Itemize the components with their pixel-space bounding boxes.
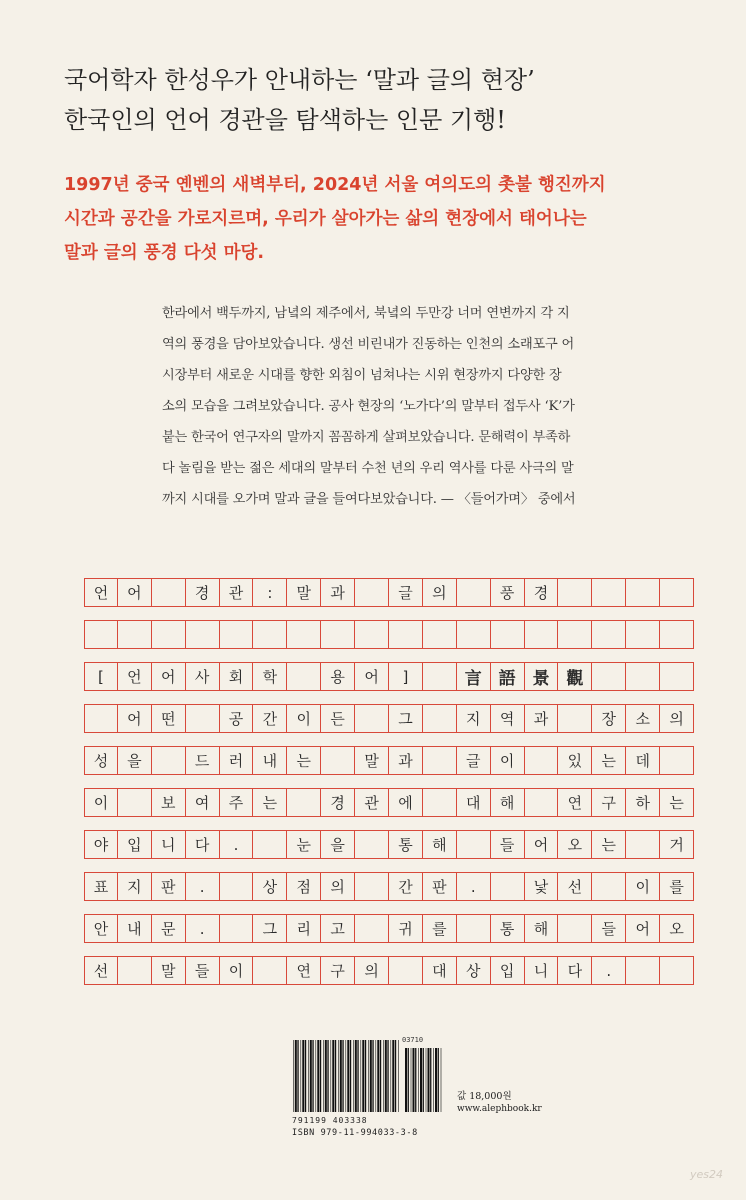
manuscript-cell: 는 xyxy=(592,830,626,859)
manuscript-cell: 드 xyxy=(186,746,220,775)
manuscript-cell xyxy=(118,956,152,985)
manuscript-cell xyxy=(152,620,186,649)
manuscript-cell: 경 xyxy=(525,578,559,607)
manuscript-cell xyxy=(152,746,186,775)
manuscript-cell: 용 xyxy=(321,662,355,691)
manuscript-cell: 글 xyxy=(457,746,491,775)
manuscript-cell: [ xyxy=(84,662,118,691)
barcode-bar xyxy=(370,1040,372,1112)
barcode-icon xyxy=(292,1040,400,1112)
manuscript-cell xyxy=(592,662,626,691)
manuscript-cell: 글 xyxy=(389,578,423,607)
manuscript-cell xyxy=(389,956,423,985)
barcode-bar xyxy=(435,1048,437,1112)
manuscript-cell: 회 xyxy=(220,662,254,691)
manuscript-cell: 풍 xyxy=(491,578,525,607)
manuscript-cell: 표 xyxy=(84,872,118,901)
manuscript-cell xyxy=(626,956,660,985)
manuscript-cell: 과 xyxy=(389,746,423,775)
barcode-bar xyxy=(423,1048,424,1112)
barcode-bar xyxy=(301,1040,302,1112)
barcode-bar xyxy=(297,1040,298,1112)
barcode-bar xyxy=(362,1040,364,1112)
barcode-bar xyxy=(405,1048,407,1112)
manuscript-cell: 점 xyxy=(287,872,321,901)
excerpt-line: 한라에서 백두까지, 남녘의 제주에서, 북녘의 두만강 너머 연변까지 각 지 xyxy=(162,306,570,321)
manuscript-cell: 입 xyxy=(491,956,525,985)
manuscript-cell xyxy=(321,746,355,775)
manuscript-cell xyxy=(220,620,254,649)
manuscript-cell: 판 xyxy=(423,872,457,901)
manuscript-cell: 간 xyxy=(389,872,423,901)
manuscript-cell xyxy=(355,620,389,649)
manuscript-cell: 대 xyxy=(457,788,491,817)
barcode-bar xyxy=(368,1040,369,1112)
manuscript-cell: 거 xyxy=(660,830,694,859)
manuscript-cell: 을 xyxy=(321,830,355,859)
barcode-bar xyxy=(420,1048,422,1112)
barcode-bar xyxy=(376,1040,377,1112)
manuscript-cell: 들 xyxy=(186,956,220,985)
barcode-bar xyxy=(438,1048,439,1112)
barcode-bar xyxy=(361,1040,362,1112)
manuscript-cell: 는 xyxy=(592,746,626,775)
manuscript-cell: 연 xyxy=(287,956,321,985)
headline xyxy=(64,60,704,140)
manuscript-cell: 공 xyxy=(220,704,254,733)
manuscript-cell: 경 xyxy=(186,578,220,607)
manuscript-cell xyxy=(287,662,321,691)
manuscript-cell: 의 xyxy=(423,578,457,607)
manuscript-cell: 어 xyxy=(525,830,559,859)
barcode-addon-icon xyxy=(404,1048,444,1112)
manuscript-cell xyxy=(389,620,423,649)
barcode-bar xyxy=(385,1040,387,1112)
manuscript-cell: 주 xyxy=(220,788,254,817)
barcode-bar xyxy=(357,1040,358,1112)
manuscript-cell: 를 xyxy=(423,914,457,943)
manuscript-cell: 지 xyxy=(118,872,152,901)
excerpt-line: 시장부터 새로운 시대를 향한 외침이 넘쳐나는 시위 현장까지 다양한 장 xyxy=(162,368,562,383)
manuscript-cell: 말 xyxy=(152,956,186,985)
manuscript-cell: 어 xyxy=(152,662,186,691)
manuscript-cell xyxy=(558,914,592,943)
manuscript-cell xyxy=(423,704,457,733)
manuscript-cell: 하 xyxy=(626,788,660,817)
manuscript-cell: . xyxy=(186,872,220,901)
manuscript-cell xyxy=(220,914,254,943)
manuscript-cell: 통 xyxy=(389,830,423,859)
manuscript-cell: . xyxy=(457,872,491,901)
manuscript-cell: 과 xyxy=(321,578,355,607)
manuscript-cell: 는 xyxy=(253,788,287,817)
manuscript-cell: 여 xyxy=(186,788,220,817)
manuscript-cell xyxy=(660,746,694,775)
manuscript-cell: 이 xyxy=(84,788,118,817)
manuscript-cell: . xyxy=(220,830,254,859)
barcode-bar xyxy=(355,1040,357,1112)
manuscript-cell xyxy=(491,872,525,901)
barcode-bar xyxy=(365,1040,366,1112)
manuscript-cell: 야 xyxy=(84,830,118,859)
excerpt-line: 까지 시대를 오가며 말과 글을 들여다보았습니다. — 〈들어가며〉 중에서 xyxy=(162,492,576,507)
manuscript-cell: 떤 xyxy=(152,704,186,733)
barcode-bar xyxy=(395,1040,396,1112)
barcode-bar xyxy=(430,1048,431,1112)
manuscript-cell: 들 xyxy=(491,830,525,859)
manuscript-cell: 그 xyxy=(389,704,423,733)
manuscript-cell: 이 xyxy=(491,746,525,775)
barcode-bar xyxy=(418,1048,419,1112)
manuscript-cell xyxy=(253,956,287,985)
manuscript-cell: : xyxy=(253,578,287,607)
barcode-bar xyxy=(387,1040,388,1112)
barcode-bar xyxy=(305,1040,306,1112)
manuscript-cell xyxy=(558,578,592,607)
manuscript-cell: 오 xyxy=(558,830,592,859)
manuscript-cell xyxy=(220,872,254,901)
manuscript-cell xyxy=(457,578,491,607)
manuscript-cell xyxy=(355,830,389,859)
manuscript-cell: 학 xyxy=(253,662,287,691)
manuscript-cell: 는 xyxy=(287,746,321,775)
barcode-bar xyxy=(391,1040,392,1112)
lead-line-2: 시간과 공간을 가로지르며, 우리가 살아가는 삶의 현장에서 태어나는 xyxy=(64,209,587,229)
barcode-bar xyxy=(408,1048,409,1112)
barcode-bar xyxy=(411,1048,412,1112)
manuscript-cell xyxy=(457,914,491,943)
manuscript-cell xyxy=(558,620,592,649)
manuscript-cell: 이 xyxy=(220,956,254,985)
manuscript-cell: 言 xyxy=(457,662,491,691)
excerpt-line: 역의 풍경을 담아보았습니다. 생선 비린내가 진동하는 인천의 소래포구 어 xyxy=(162,337,575,352)
manuscript-cell xyxy=(491,620,525,649)
excerpt-line: 붙는 한국어 연구자의 말까지 꼼꼼하게 살펴보았습니다. 문해력이 부족하 xyxy=(162,430,571,445)
manuscript-cell: 내 xyxy=(253,746,287,775)
manuscript-cell: 역 xyxy=(491,704,525,733)
manuscript-cell: 들 xyxy=(592,914,626,943)
manuscript-cell xyxy=(152,578,186,607)
manuscript-cell xyxy=(355,704,389,733)
manuscript-cell: 연 xyxy=(558,788,592,817)
manuscript-cell: 낯 xyxy=(525,872,559,901)
manuscript-cell: 있 xyxy=(558,746,592,775)
manuscript-cell: 상 xyxy=(253,872,287,901)
manuscript-cell: 보 xyxy=(152,788,186,817)
manuscript-cell: 해 xyxy=(525,914,559,943)
manuscript-cell: 귀 xyxy=(389,914,423,943)
manuscript-cell: 대 xyxy=(423,956,457,985)
manuscript-cell: . xyxy=(592,956,626,985)
barcode-bar xyxy=(320,1040,321,1112)
barcode-bar xyxy=(350,1040,351,1112)
manuscript-cell: 을 xyxy=(118,746,152,775)
manuscript-cell: 구 xyxy=(592,788,626,817)
manuscript-cell xyxy=(660,662,694,691)
barcode-bar xyxy=(377,1040,379,1112)
manuscript-cell xyxy=(660,620,694,649)
manuscript-cell: 언 xyxy=(118,662,152,691)
lead-paragraph xyxy=(64,168,704,270)
manuscript-cell xyxy=(626,578,660,607)
manuscript-cell xyxy=(626,830,660,859)
manuscript-cell xyxy=(287,788,321,817)
manuscript-cell: 구 xyxy=(321,956,355,985)
manuscript-cell: 이 xyxy=(626,872,660,901)
price-text: 값 18,000원 xyxy=(457,1091,512,1102)
barcode-bar xyxy=(428,1048,430,1112)
barcode-block xyxy=(292,1036,570,1142)
manuscript-cell: 데 xyxy=(626,746,660,775)
website-text: www.alephbook.kr xyxy=(457,1104,542,1114)
manuscript-cell: ] xyxy=(389,662,423,691)
manuscript-cell: 언 xyxy=(84,578,118,607)
barcode-bar xyxy=(316,1040,317,1112)
manuscript-cell: 성 xyxy=(84,746,118,775)
manuscript-cell xyxy=(118,620,152,649)
excerpt-line: 다 놀림을 받는 젊은 세대의 말부터 수천 년의 우리 역사를 다룬 사극의 말 xyxy=(162,461,574,476)
manuscript-cell: 눈 xyxy=(287,830,321,859)
manuscript-cell xyxy=(355,914,389,943)
barcode-bar xyxy=(323,1040,324,1112)
manuscript-cell: 니 xyxy=(525,956,559,985)
manuscript-cell: 든 xyxy=(321,704,355,733)
manuscript-cell: 경 xyxy=(321,788,355,817)
barcode-digits: 791199 403338 xyxy=(292,1116,368,1125)
barcode-bar xyxy=(317,1040,319,1112)
manuscript-cell: 장 xyxy=(592,704,626,733)
manuscript-cell xyxy=(355,872,389,901)
manuscript-cell xyxy=(287,620,321,649)
manuscript-cell xyxy=(84,620,118,649)
manuscript-cell: 니 xyxy=(152,830,186,859)
isbn-text: ISBN 979-11-994033-3-8 xyxy=(292,1128,418,1138)
barcode-bar xyxy=(342,1040,343,1112)
manuscript-cell xyxy=(423,746,457,775)
barcode-bar xyxy=(372,1040,373,1112)
manuscript-cell: 선 xyxy=(558,872,592,901)
manuscript-cell: 어 xyxy=(626,914,660,943)
barcode-bar xyxy=(353,1040,354,1112)
watermark-text: yes24 xyxy=(690,1168,724,1181)
manuscript-grid xyxy=(84,578,694,998)
manuscript-cell xyxy=(355,578,389,607)
manuscript-cell xyxy=(186,620,220,649)
manuscript-cell: 문 xyxy=(152,914,186,943)
headline-line-2: 한국인의 언어 경관을 탐색하는 인문 기행! xyxy=(64,106,506,134)
barcode-bar xyxy=(433,1048,434,1112)
manuscript-cell: 觀 xyxy=(558,662,592,691)
manuscript-cell: 지 xyxy=(457,704,491,733)
manuscript-cell: 과 xyxy=(525,704,559,733)
manuscript-cell xyxy=(592,872,626,901)
manuscript-cell: 어 xyxy=(355,662,389,691)
manuscript-cell: 어 xyxy=(118,704,152,733)
headline-line-1: 국어학자 한성우가 안내하는 ‘말과 글의 현장’ xyxy=(64,66,535,94)
manuscript-cell: 말 xyxy=(287,578,321,607)
manuscript-cell: 의 xyxy=(660,704,694,733)
manuscript-cell: 의 xyxy=(321,872,355,901)
manuscript-cell xyxy=(253,620,287,649)
manuscript-cell xyxy=(457,620,491,649)
barcode-addon-number: 03710 xyxy=(402,1036,424,1044)
manuscript-cell xyxy=(660,956,694,985)
excerpt-paragraph xyxy=(162,298,682,515)
manuscript-cell xyxy=(558,704,592,733)
manuscript-cell xyxy=(423,662,457,691)
barcode-bar xyxy=(426,1048,427,1112)
manuscript-cell xyxy=(525,746,559,775)
barcode-bar xyxy=(327,1040,328,1112)
manuscript-cell: 간 xyxy=(253,704,287,733)
manuscript-cell: 말 xyxy=(355,746,389,775)
manuscript-cell xyxy=(253,830,287,859)
manuscript-cell: 안 xyxy=(84,914,118,943)
barcode-bar xyxy=(441,1048,442,1112)
barcode-bar xyxy=(310,1040,312,1112)
barcode-bar xyxy=(380,1040,381,1112)
manuscript-cell xyxy=(525,620,559,649)
manuscript-cell: 내 xyxy=(118,914,152,943)
barcode-bar xyxy=(325,1040,327,1112)
manuscript-cell: 고 xyxy=(321,914,355,943)
barcode-bar xyxy=(398,1040,399,1112)
manuscript-cell: 語 xyxy=(491,662,525,691)
barcode-bar xyxy=(346,1040,347,1112)
manuscript-cell: 를 xyxy=(660,872,694,901)
manuscript-cell: 어 xyxy=(118,578,152,607)
manuscript-cell xyxy=(592,620,626,649)
manuscript-cell: 상 xyxy=(457,956,491,985)
manuscript-cell: 통 xyxy=(491,914,525,943)
manuscript-cell: 러 xyxy=(220,746,254,775)
manuscript-cell xyxy=(525,788,559,817)
manuscript-cell: 해 xyxy=(491,788,525,817)
barcode-bar xyxy=(308,1040,309,1112)
lead-line-3: 말과 글의 풍경 다섯 마당. xyxy=(64,243,265,263)
manuscript-cell: 다 xyxy=(186,830,220,859)
manuscript-cell: 의 xyxy=(355,956,389,985)
barcode-bar xyxy=(415,1048,416,1112)
manuscript-cell: 리 xyxy=(287,914,321,943)
manuscript-cell xyxy=(423,620,457,649)
manuscript-cell xyxy=(457,830,491,859)
manuscript-cell: 해 xyxy=(423,830,457,859)
manuscript-cell xyxy=(626,662,660,691)
manuscript-cell: 그 xyxy=(253,914,287,943)
manuscript-cell: 선 xyxy=(84,956,118,985)
manuscript-cell: 소 xyxy=(626,704,660,733)
barcode-bar xyxy=(413,1048,415,1112)
manuscript-cell: 사 xyxy=(186,662,220,691)
barcode-bar xyxy=(332,1040,334,1112)
manuscript-cell: 景 xyxy=(525,662,559,691)
barcode-bar xyxy=(383,1040,384,1112)
barcode-bar xyxy=(331,1040,332,1112)
barcode-bar xyxy=(293,1040,294,1112)
manuscript-cell: 이 xyxy=(287,704,321,733)
manuscript-cell xyxy=(660,578,694,607)
manuscript-cell: . xyxy=(186,914,220,943)
barcode-bar xyxy=(347,1040,349,1112)
manuscript-cell: 관 xyxy=(355,788,389,817)
manuscript-cell xyxy=(84,704,118,733)
manuscript-cell xyxy=(423,788,457,817)
manuscript-cell: 에 xyxy=(389,788,423,817)
manuscript-cell: 오 xyxy=(660,914,694,943)
manuscript-cell: 는 xyxy=(660,788,694,817)
barcode-bar xyxy=(338,1040,339,1112)
barcode-bar xyxy=(302,1040,304,1112)
barcode-bar xyxy=(392,1040,394,1112)
barcode-bar xyxy=(340,1040,342,1112)
manuscript-cell: 입 xyxy=(118,830,152,859)
manuscript-cell: 관 xyxy=(220,578,254,607)
barcode-bar xyxy=(312,1040,313,1112)
manuscript-cell xyxy=(626,620,660,649)
manuscript-cell xyxy=(321,620,355,649)
manuscript-cell: 판 xyxy=(152,872,186,901)
manuscript-cell: 다 xyxy=(558,956,592,985)
excerpt-line: 소의 모습을 그려보았습니다. 공사 현장의 ‘노가다’의 말부터 접두사 ‘K’가 xyxy=(162,399,575,414)
manuscript-cell xyxy=(186,704,220,733)
barcode-bar xyxy=(335,1040,336,1112)
barcode-bar xyxy=(295,1040,297,1112)
manuscript-cell xyxy=(118,788,152,817)
lead-line-1: 1997년 중국 옌벤의 새벽부터, 2024년 서울 여의도의 촛불 행진까지 xyxy=(64,175,606,195)
manuscript-cell xyxy=(592,578,626,607)
